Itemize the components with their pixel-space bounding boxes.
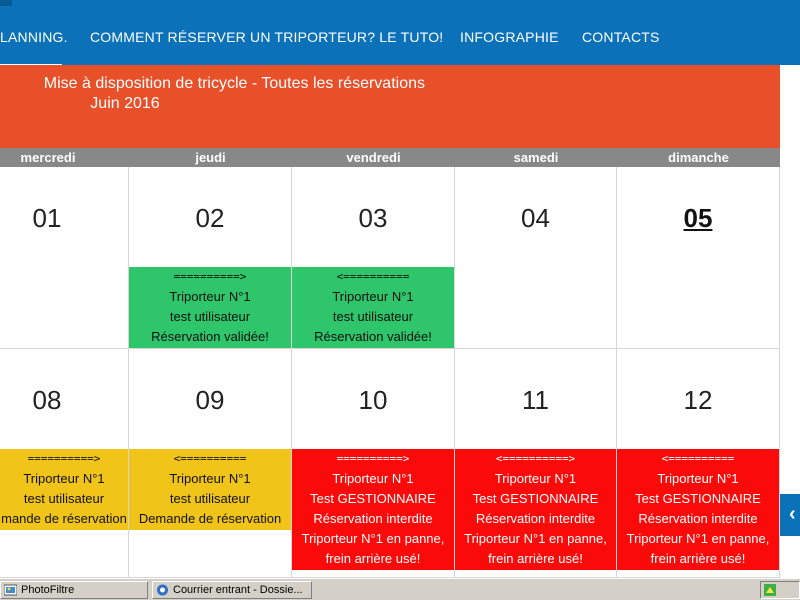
weekday-header	[0, 148, 780, 167]
day-cell-11[interactable]	[455, 349, 617, 578]
calendar-month: Juin 2016	[90, 95, 160, 112]
event-arrow: <==========>	[495, 452, 576, 465]
event-note: Triporteur N°1 en panne,	[464, 531, 607, 546]
taskbar-item-label: PhotoFiltre	[21, 584, 75, 596]
reservation-forbidden[interactable]	[617, 449, 779, 570]
side-scroll-button[interactable]	[780, 494, 800, 536]
event-note: frein arrière usé!	[650, 551, 746, 566]
event-arrow: <==========	[661, 452, 735, 465]
day-cell-03[interactable]	[292, 167, 455, 349]
day-number: 03	[358, 203, 388, 233]
event-user: Test GESTIONNAIRE	[635, 491, 761, 506]
reservation-validated[interactable]	[129, 267, 291, 348]
day-cell-05[interactable]	[617, 167, 780, 349]
day-number: 01	[32, 203, 62, 233]
network-tray-icon[interactable]	[764, 584, 776, 596]
reservation-requested[interactable]	[0, 449, 128, 530]
event-vehicle: Triporteur N°1	[657, 471, 739, 486]
event-vehicle: Triporteur N°1	[332, 471, 414, 486]
event-note: frein arrière usé!	[325, 551, 421, 566]
event-note: Triporteur N°1 en panne,	[626, 531, 770, 546]
day-number: 08	[32, 385, 62, 415]
event-status: Réservation interdite	[475, 511, 596, 526]
event-status: Demande de réservation	[138, 511, 282, 526]
reservation-requested[interactable]	[129, 449, 291, 530]
event-vehicle: Triporteur N°1	[494, 471, 577, 486]
day-number-today: 05	[683, 203, 713, 233]
event-user: test utilisateur	[169, 491, 251, 506]
day-number: 04	[521, 203, 550, 233]
event-arrow: <==========	[173, 452, 247, 465]
nav-item-contacts[interactable]: CONTACTS	[582, 29, 660, 45]
reservation-forbidden[interactable]	[292, 449, 454, 570]
weekday-label: jeudi	[195, 150, 226, 165]
event-status: Réservation interdite	[313, 511, 433, 526]
event-user: test utilisateur	[332, 309, 414, 324]
chevron-left-icon: ‹	[789, 503, 796, 525]
weekday-label: vendredi	[346, 150, 401, 165]
taskbar-item-label: Courrier entrant - Dossie...	[173, 584, 303, 596]
day-number: 09	[195, 385, 225, 415]
event-vehicle: Triporteur N°1	[169, 471, 251, 486]
event-status: Réservation validée!	[151, 329, 269, 344]
nav-item-planning[interactable]: LANNING.	[0, 29, 68, 45]
day-cell-02[interactable]	[129, 167, 292, 349]
calendar-grid	[0, 167, 780, 578]
day-cell-12[interactable]	[617, 349, 780, 578]
event-arrow: ==========>	[27, 452, 101, 465]
nav-item-infographie[interactable]: INFOGRAPHIE	[460, 29, 559, 45]
day-number: 10	[358, 385, 388, 415]
system-tray	[760, 581, 800, 599]
event-note: frein arrière usé!	[488, 551, 583, 566]
calendar-title: Mise à disposition de tricycle - Toutes les réservations	[43, 75, 425, 92]
day-number: 11	[522, 385, 549, 415]
nav-item-tuto[interactable]: COMMENT RÉSERVER UN TRIPORTEUR? LE TUTO!	[90, 29, 444, 45]
event-arrow: <==========	[336, 270, 410, 283]
event-vehicle: Triporteur N°1	[169, 289, 251, 304]
event-note: Triporteur N°1 en panne,	[301, 531, 445, 546]
event-user: test utilisateur	[23, 491, 105, 506]
event-arrow: ==========>	[173, 270, 247, 283]
weekday-label: mercredi	[20, 150, 76, 165]
taskbar-item-photofiltre[interactable]	[0, 581, 148, 599]
event-vehicle: Triporteur N°1	[23, 471, 105, 486]
event-vehicle: Triporteur N°1	[332, 289, 414, 304]
day-cell-08[interactable]	[0, 349, 129, 578]
taskbar-item-mail[interactable]	[152, 581, 312, 599]
day-number: 02	[195, 203, 225, 233]
event-user: Test GESTIONNAIRE	[310, 491, 436, 506]
day-cell-01[interactable]	[0, 167, 129, 349]
weekday-label: samedi	[513, 150, 559, 165]
day-number: 12	[683, 385, 713, 415]
day-cell-09[interactable]	[129, 349, 292, 578]
event-arrow: ==========>	[336, 452, 410, 465]
photofiltre-app-icon	[4, 584, 17, 596]
event-user: Test GESTIONNAIRE	[472, 491, 599, 506]
calendar-banner	[0, 65, 780, 148]
weekday-label: dimanche	[668, 150, 729, 165]
reservation-forbidden[interactable]	[455, 449, 616, 570]
day-cell-10[interactable]	[292, 349, 455, 578]
os-taskbar	[0, 578, 800, 600]
mail-app-icon	[156, 584, 169, 596]
nav-accent	[0, 0, 12, 6]
reservation-validated[interactable]	[292, 267, 454, 348]
day-cell-04[interactable]	[455, 167, 617, 349]
top-navigation-bar	[0, 0, 800, 65]
event-user: test utilisateur	[169, 309, 251, 324]
event-status: Réservation validée!	[314, 329, 432, 344]
event-status: mande de réservation	[1, 511, 127, 526]
event-status: Réservation interdite	[638, 511, 758, 526]
